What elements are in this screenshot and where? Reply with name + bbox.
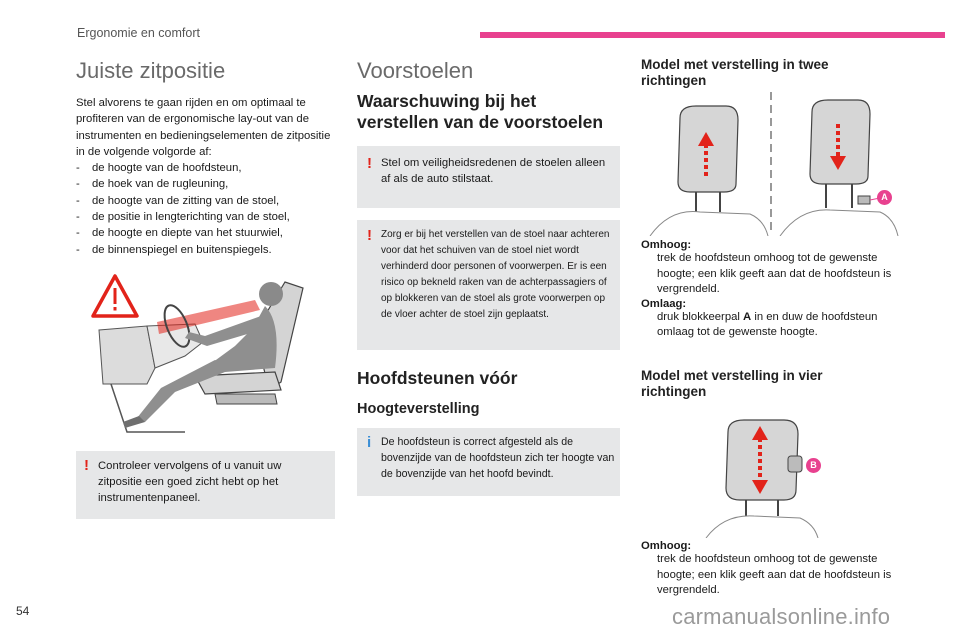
up-step: trek de hoofdsteun omhoog tot de gewenste hoogte; een klik geeft aan dat de hoofdsteun is vergrendeld.	[657, 252, 892, 295]
height-heading: Hoogteverstelling	[357, 401, 480, 417]
warning-box	[76, 451, 335, 519]
page-number: 54	[16, 604, 30, 618]
section-label: Ergonomie en comfort	[77, 26, 200, 40]
intro-paragraph: Stel alvorens te gaan rijden en om optimaal te profiteren van de ergonomische lay-out van de instrumenten en bedieningselementen de zitpositie in de volgende volgorde af:	[76, 97, 331, 158]
list-item: - de hoogte van de zitting van de stoel,	[76, 194, 280, 207]
page-title: Juiste zitpositie	[76, 58, 226, 83]
headrest-heading: Hoofdsteunen vóór	[357, 368, 518, 388]
adjust-list	[76, 160, 338, 258]
info-text: De hoofdsteun is correct afgesteld als de bovenzijde van de hoofdsteun zich ter hoogte van de bovenzijde van het hoofd bevindt.	[381, 436, 615, 480]
driving-position-illustration	[85, 272, 325, 442]
list-item: - de hoek van de rugleuning,	[76, 178, 229, 191]
down-step: druk blokkeerpal A in en duw de hoofdsteun omlaag tot de gewenste hoogte.	[657, 310, 878, 338]
warning-icon: !	[367, 155, 372, 172]
warning-icon: !	[84, 457, 89, 474]
up-label: Omhoog:	[641, 239, 692, 251]
warning-text: Stel om veiligheidsredenen de stoelen alleen af als de auto stilstaat.	[381, 157, 606, 185]
down-label: Omlaag:	[641, 297, 687, 310]
intro-text	[76, 95, 338, 258]
list-item: - de hoogte en diepte van het stuurwiel,	[76, 227, 283, 240]
warning-text: Zorg er bij het verstellen van de stoel naar achteren voor dat het schuiven van de stoel niet wordt verhinderd door personen of voorwerpen. Er is een risico op bekneld raken van de achterpassagiers of op blokkeren van de stoel als grote voorwerpen op de vloer achter de stoel zijn geplaatst.	[381, 229, 610, 320]
two-way-heading: Model met verstelling in twee richtingen	[641, 57, 829, 88]
two-way-instructions	[641, 239, 911, 341]
four-way-instructions	[641, 540, 911, 599]
warning-triangle-icon	[93, 276, 137, 316]
four-way-heading: Model met verstelling in vier richtingen	[641, 368, 823, 399]
callout-b: B	[806, 458, 821, 473]
up-label: Omhoog:	[641, 540, 692, 552]
warning-heading: Waarschuwing bij het verstellen van de voorstoelen	[357, 91, 604, 132]
list-item: - de positie in lengterichting van de stoel,	[76, 211, 290, 224]
warning-box-stationary	[357, 146, 620, 208]
warning-icon: !	[367, 227, 372, 244]
front-seats-title: Voorstoelen	[357, 58, 474, 83]
callout-a: A	[877, 190, 892, 205]
info-box	[357, 428, 620, 496]
list-item: - de hoogte van de hoofdsteun,	[76, 162, 242, 175]
warning-box-rear	[357, 220, 620, 350]
accent-bar	[480, 32, 945, 38]
warning-text: Controleer vervolgens of u vanuit uw zitpositie een goed zicht hebt op het instrumentenpaneel.	[98, 460, 282, 504]
watermark: carmanualsonline.info	[672, 604, 891, 629]
up-step: trek de hoofdsteun omhoog tot de gewenste hoogte; een klik geeft aan dat de hoofdsteun is vergrendeld.	[657, 553, 892, 596]
two-way-headrest-illustration	[640, 88, 902, 236]
info-icon: i	[367, 434, 372, 451]
four-way-headrest-illustration	[700, 416, 830, 538]
list-item: - de binnenspiegel en buitenspiegels.	[76, 243, 272, 256]
